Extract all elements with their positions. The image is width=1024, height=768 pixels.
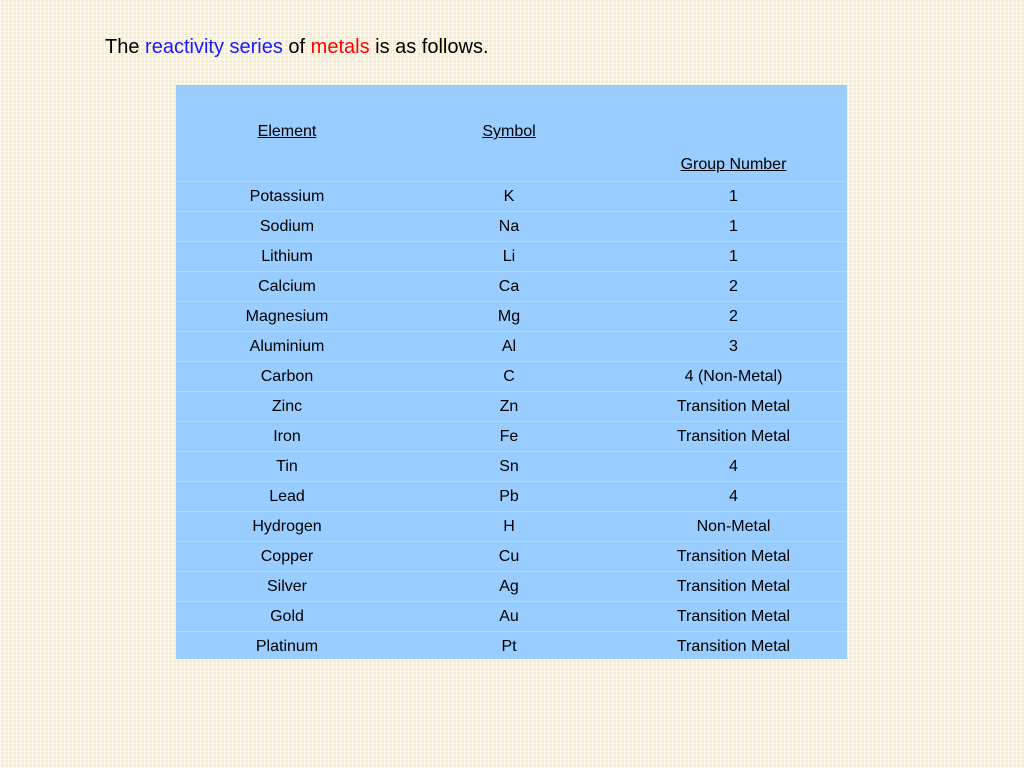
cell-group-number: Transition Metal (620, 632, 847, 662)
cell-element: Potassium (176, 182, 398, 212)
cell-group-number: Transition Metal (620, 572, 847, 602)
cell-symbol: Ag (398, 572, 620, 602)
cell-symbol: Na (398, 212, 620, 242)
table-row (176, 302, 847, 332)
header-element: Element (257, 123, 317, 140)
table-row (176, 482, 847, 512)
cell-element: Hydrogen (176, 512, 398, 542)
table-row (176, 272, 847, 302)
title-keyword-reactivity-series: reactivity series (145, 36, 283, 58)
cell-element: Sodium (176, 212, 398, 242)
slide-title (105, 36, 489, 59)
table-body (176, 182, 847, 662)
table-header-row (176, 85, 847, 182)
cell-symbol: H (398, 512, 620, 542)
cell-element: Platinum (176, 632, 398, 662)
title-prefix: The (105, 36, 140, 58)
table-row (176, 602, 847, 632)
cell-group-number: Transition Metal (620, 422, 847, 452)
cell-group-number: Transition Metal (620, 602, 847, 632)
table-row (176, 332, 847, 362)
cell-group-number: 2 (620, 302, 847, 332)
cell-symbol: Li (398, 242, 620, 272)
cell-symbol: Pb (398, 482, 620, 512)
cell-symbol: Fe (398, 422, 620, 452)
table-row (176, 422, 847, 452)
cell-symbol: Cu (398, 542, 620, 572)
cell-symbol: Ca (398, 272, 620, 302)
cell-element: Tin (176, 452, 398, 482)
cell-symbol: K (398, 182, 620, 212)
cell-group-number: Transition Metal (620, 392, 847, 422)
cell-group-number: 1 (620, 242, 847, 272)
cell-element: Aluminium (176, 332, 398, 362)
cell-element: Zinc (176, 392, 398, 422)
cell-element: Magnesium (176, 302, 398, 332)
cell-element: Calcium (176, 272, 398, 302)
table-row (176, 632, 847, 662)
table-row (176, 392, 847, 422)
table-row (176, 542, 847, 572)
cell-group-number: 1 (620, 212, 847, 242)
table-row (176, 452, 847, 482)
cell-element: Iron (176, 422, 398, 452)
cell-symbol: Pt (398, 632, 620, 662)
cell-group-number: 4 (620, 452, 847, 482)
cell-symbol: Al (398, 332, 620, 362)
cell-group-number: 3 (620, 332, 847, 362)
cell-group-number: 2 (620, 272, 847, 302)
cell-group-number: Transition Metal (620, 542, 847, 572)
cell-element: Lithium (176, 242, 398, 272)
cell-symbol: Au (398, 602, 620, 632)
cell-element: Lead (176, 482, 398, 512)
cell-element: Silver (176, 572, 398, 602)
table-row (176, 362, 847, 392)
cell-group-number: 1 (620, 182, 847, 212)
cell-group-number: 4 (Non-Metal) (620, 362, 847, 392)
cell-symbol: C (398, 362, 620, 392)
header-symbol: Symbol (482, 123, 536, 140)
cell-element: Copper (176, 542, 398, 572)
cell-symbol: Zn (398, 392, 620, 422)
cell-group-number: Non-Metal (620, 512, 847, 542)
cell-symbol: Sn (398, 452, 620, 482)
cell-symbol: Mg (398, 302, 620, 332)
table-row (176, 512, 847, 542)
reactivity-table-container (176, 85, 847, 659)
table-row (176, 572, 847, 602)
header-group-number: Group Number (680, 156, 787, 173)
table-row (176, 242, 847, 272)
title-middle: of (288, 36, 306, 58)
cell-element: Carbon (176, 362, 398, 392)
table-row (176, 212, 847, 242)
table-row (176, 182, 847, 212)
cell-group-number: 4 (620, 482, 847, 512)
title-keyword-metals: metals (310, 36, 370, 58)
reactivity-table (176, 85, 847, 661)
cell-element: Gold (176, 602, 398, 632)
title-suffix: is as follows. (375, 36, 489, 58)
